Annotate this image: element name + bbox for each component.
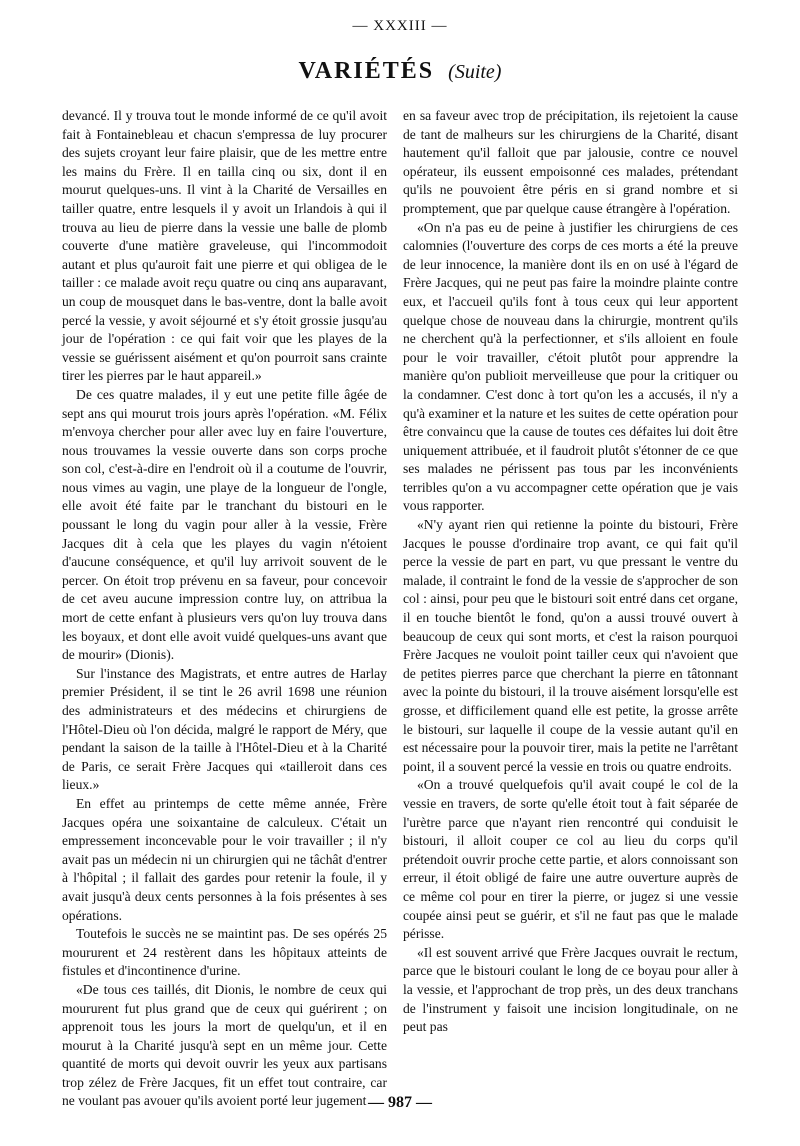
section-title xyxy=(0,58,800,85)
paragraph: devancé. Il y trouva tout le monde informé de ce qu'il avoit fait à Fontainebleau et chacun s'empressa de luy procurer des sujets croyant leur faire plaisir, que de les mettre entre les mains du Frère. Il en tailla cinq ou six, dont il en mourut quelques-uns. Il vint à la Charité de Versailles en tailler quatre, entre lesquels il y avoit un Irlandois à qui il trouva au lieu de pierre dans la vessie une balle de plomb couverte d'une matière graveleuse, qui l'incommodoit autant et plus qu'auroit fait une pierre et qui obligea de le tailler : ce malade avoit reçu quatre ou cinq ans auparavant, un coup de mousquet dans le bas-ventre, dont la balle avoit percé la vessie, y avoit séjourné et s'y étoit grossie jusqu'au jour de l'opération : ce qui fait voir que les playes de la vessie se guérissent aisément et qu'on pourroit sans crainte tirer les pierres par le haut appareil.» xyxy=(62,108,387,384)
paragraph: «On a trouvé quelquefois qu'il avait coupé le col de la vessie en travers, de sorte qu'elle étoit tout à fait séparée de l'urètre parce que n'ayant rien rencontré qui conduisit le bistouri, il alloit couper ce col au lieu du corps qu'il prétendoit ouvrir proche cette partie, et alors connoissant son erreur, il étoit obligé de faire une autre ouverture auprès de ce même col pour en tirer la pierre, or jugez si une vessie coupée ainsi peut se guérir, et s'il ne faut pas que le malade périsse. xyxy=(403,777,738,942)
paragraph: De ces quatre malades, il y eut une petite fille âgée de sept ans qui mourut trois jours après l'opération. «M. Félix m'envoya chercher pour aller avec luy en faire l'ouverture, nous trouvames la vessie ouverte dans son corps proche son col, c'est-à-dire en l'endroit où il a coutume de l'ouvrir, nous vimes au vagin, une playe de la longueur de l'ongle, elle avoit été faite par le tranchant du bistouri en le poussant le long du vagin pour aller à la vessie, Frère Jacques dit à cela que les playes du vagin n'étoient d'aucune conséquence, et qu'il luy arrivoit souvent de le percer. On étoit trop prévenu en sa faveur, pour concevoir de cet aveu aucune impression contre luy, on attribua la mort de cette enfant à plusieurs vers qu'on luy trouva dans les boyaux, et dont elle avoit vuidé quelques-uns avant que de mourir» (Dionis). xyxy=(62,386,387,663)
page-number: — 987 — xyxy=(368,1094,432,1111)
paragraph: «N'y ayant rien qui retienne la pointe du bistouri, Frère Jacques le pousse d'ordinaire trop avant, ce qui fait qu'il perce la vessie de part en part, vu que pressant le ventre du malade, il contraint le fond de la vessie de s'approcher de son col : ainsi, pour peu que le bistouri soit entré dans cet organe, il en touche bientôt le fond, qu'on a aussi trouvé ouvert à beaucoup de ceux qui sont morts, et c'est la raison pourquoi Frère Jacques ne vouloit point tailler ceux qui n'avoient que de petites pierres parce que cherchant la pierre en tâtonnant avec la pointe du bistouri, il la trouve aisément lorsqu'elle est grosse, et difficilement quand elle est petite, la grosse arrête le bistouri, sur laquelle il coupe de la vessie autant qu'il en est nécessaire pour la pouvoir tirer, mais la petite ne l'arrêtant point, il a souvent percé la vessie en trois ou quatre endroits. xyxy=(403,517,738,774)
paragraph: «On n'a pas eu de peine à justifier les chirurgiens de ces calomnies (l'ouverture des corps de ces morts a été la preuve de leur innocence, la manière dont ils en on usé à l'égard de Frère Jacques, qui ne peut pas faire la moindre plainte contre eux, et l'accueil qu'ils font à tous ceux qui leur apportent quelque chose de nouveau dans la chirurgie, montrent qu'ils ne cherchent qu'à la perfectionner, et s'ils alloient en foule pour le voir travailler, c'étoit plutôt pour apprendre la manière qu'on publioit merveilleuse que pour la critiquer ou la condamner. C'est donc à tort qu'on les a accusés, il n'y a qu'à examiner et la nature et les suites de cette opération pour être convaincu que la cause de toutes ces défaites lui doit être uniquement attribuée, et il faudroit plutôt s'étonner de ce que ses malades ne périssent pas tous par les inconvénients terribles qu'on a vu accompagner cette opération que je vais vous rapporter. xyxy=(403,219,738,514)
paragraph: «Il est souvent arrivé que Frère Jacques ouvrait le rectum, parce que le bistouri coulant le long de ce boyau pour aller à la vessie, et l'approchant de trop près, un des deux tranchans de l'instrument y faisoit une incision longitudinale, on ne peut pas xyxy=(403,944,738,1035)
paragraph: Toutefois le succès ne se maintint pas. De ses opérés 25 moururent et 24 restèrent dans les hôpitaux atteints de fistules et d'incontinence d'urine. xyxy=(62,926,387,979)
paragraph: «De tous ces taillés, dit Dionis, le nombre de ceux qui moururent fut plus grand que de ceux qui guérirent ; on apprenoit tous les jours la mort de quelqu'un, et il en mourut à la Charité jusqu'à sept en un même jour. Cette quantité de morts qui devoit ouvrir les yeux aux partisans trop zélez de Frère Jacques, fit un effet tout contraire, car ne voulant pas avouer qu'ils avoient porté leur jugement xyxy=(62,981,387,1109)
right-text-column xyxy=(403,107,738,1037)
paragraph: en sa faveur avec trop de précipitation, ils rejetoient la cause de tant de malheurs sur les chirurgiens de la Charité, disant hautement qu'il falloit que par jalousie, contre ce nouvel opérateur, ils eussent empoisonné ces malades, prétendant qu'ils ne pouvoient être péris en si grand nombre et si promptement, que par quelque cause étrangère à l'opération. xyxy=(403,108,738,216)
left-text-column xyxy=(62,107,387,1111)
paragraph: Sur l'instance des Magistrats, et entre autres de Harlay premier Président, il se tint le 26 avril 1698 une réunion des administrateurs et des médecins et chirurgiens de l'Hôtel-Dieu où l'on décida, malgré le rapport de Méry, que pendant la saison de la taille à l'Hôtel-Dieu et à la Charité de Paris, ce serait Frère Jacques qui «tailleroit dans ces lieux.» xyxy=(62,665,387,793)
section-title-suffix: (Suite) xyxy=(448,61,502,83)
section-title-main: VARIÉTÉS xyxy=(298,58,435,84)
paragraph: En effet au printemps de cette même année, Frère Jacques opéra une soixantaine de calculeux. C'était un empressement inconcevable pour le voir travailler ; il n'y avait pas un médecin ni un chirurgien qui ne tâchât d'entrer à l'hôpital ; il fallait des gardes pour retenir la foule, il y avait jusqu'à deux cents personnes à la fois présentes à ses opérations. xyxy=(62,795,387,923)
roman-page-number: — XXXIII — xyxy=(352,18,448,34)
